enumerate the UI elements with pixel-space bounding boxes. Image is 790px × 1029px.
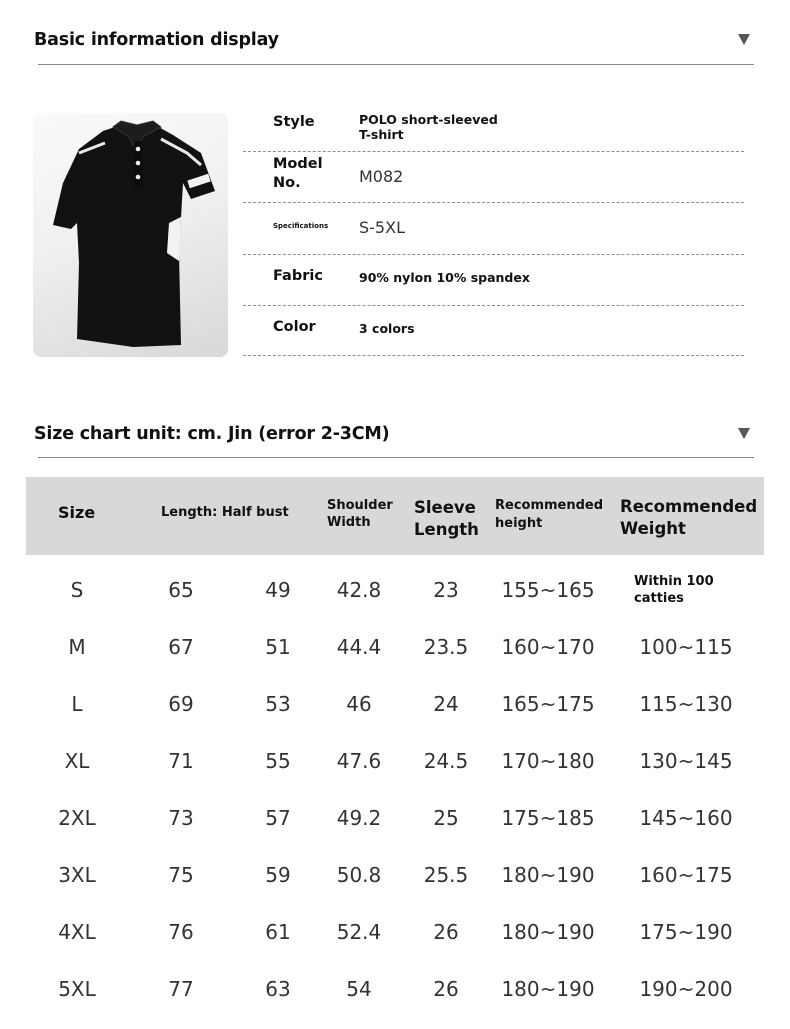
- table-cell: 180~190: [501, 919, 595, 944]
- table-cell: 145~160: [639, 805, 733, 830]
- table-cell: 23: [433, 577, 459, 602]
- table-cell: 3XL: [58, 862, 96, 887]
- table-cell: 175~190: [639, 919, 733, 944]
- table-cell: 115~130: [639, 691, 733, 716]
- product-image: [33, 113, 228, 357]
- table-cell: 52.4: [336, 919, 382, 944]
- table-cell: 23.5: [423, 634, 469, 659]
- table-cell: 175~185: [501, 805, 595, 830]
- divider: [38, 64, 754, 65]
- table-cell: 61: [265, 919, 291, 944]
- table-cell: 59: [265, 862, 291, 887]
- info-value: S-5XL: [359, 218, 405, 237]
- table-row: [26, 789, 764, 846]
- table-cell: 51: [265, 634, 291, 659]
- table-cell: 170~180: [501, 748, 595, 773]
- table-cell: 26: [433, 976, 459, 1001]
- table-cell: 47.6: [336, 748, 382, 773]
- table-cell: 54: [346, 976, 372, 1001]
- table-cell: 180~190: [501, 862, 595, 887]
- table-row: [26, 675, 764, 732]
- info-row-model: [243, 152, 744, 203]
- table-cell: 160~170: [501, 634, 595, 659]
- size-chart-header[interactable]: [34, 424, 754, 444]
- info-label: Fabric: [273, 268, 323, 284]
- info-value: 3 colors: [359, 321, 415, 336]
- table-cell: 155~165: [501, 577, 595, 602]
- table-cell: 25: [433, 805, 459, 830]
- info-value: 90% nylon 10% spandex: [359, 270, 530, 285]
- table-cell: 42.8: [336, 577, 382, 602]
- table-cell: 69: [168, 691, 194, 716]
- table-row: [26, 846, 764, 903]
- table-cell: S: [70, 577, 84, 602]
- table-cell: 76: [168, 919, 194, 944]
- info-row-specifications: [243, 203, 744, 255]
- basic-info-title: Basic information display: [34, 30, 279, 50]
- table-cell: 5XL: [58, 976, 96, 1001]
- table-cell: 50.8: [336, 862, 382, 887]
- table-cell: 46: [346, 691, 372, 716]
- header-recommended-weight: Recommended Weight: [620, 497, 758, 538]
- size-chart-title: Size chart unit: cm. Jin (error 2-3CM): [34, 424, 390, 444]
- table-cell: 71: [168, 748, 194, 773]
- header-length-half-bust: Length: Half bust: [161, 505, 289, 520]
- table-cell: 49.2: [336, 805, 382, 830]
- table-row: [26, 960, 764, 1017]
- table-row: [26, 732, 764, 789]
- info-label: Style: [273, 114, 315, 130]
- info-label: Specifications: [273, 222, 329, 230]
- table-cell: 49: [265, 577, 291, 602]
- table-cell: 100~115: [639, 634, 733, 659]
- table-cell: 190~200: [639, 976, 733, 1001]
- table-cell: 53: [265, 691, 291, 716]
- table-cell: 26: [433, 919, 459, 944]
- triangle-down-icon[interactable]: [738, 34, 750, 45]
- table-cell: 73: [168, 805, 194, 830]
- info-label: Model No.: [273, 156, 323, 191]
- table-cell: 63: [265, 976, 291, 1001]
- size-table-header: [26, 477, 764, 555]
- table-cell: 44.4: [336, 634, 382, 659]
- table-row: [26, 561, 764, 618]
- table-cell: 130~145: [639, 748, 733, 773]
- info-value: M082: [359, 167, 404, 186]
- triangle-down-icon[interactable]: [738, 428, 750, 439]
- table-row: [26, 618, 764, 675]
- divider: [38, 457, 754, 458]
- header-size: Size: [58, 503, 96, 522]
- table-cell: M: [68, 634, 86, 659]
- table-cell: L: [71, 691, 83, 716]
- table-cell: 25.5: [423, 862, 469, 887]
- table-cell: 160~175: [639, 862, 733, 887]
- table-cell: 65: [168, 577, 194, 602]
- info-row-color: [243, 306, 744, 356]
- table-cell: 57: [265, 805, 291, 830]
- info-label: Color: [273, 319, 316, 335]
- info-row-fabric: [243, 255, 744, 306]
- table-cell: 180~190: [501, 976, 595, 1001]
- header-sleeve-length: Sleeve Length: [414, 498, 479, 539]
- table-cell: 2XL: [58, 805, 96, 830]
- header-recommended-height: Recommended height: [495, 498, 604, 531]
- table-cell: 4XL: [58, 919, 96, 944]
- table-cell: XL: [64, 748, 90, 773]
- table-cell: 24: [433, 691, 459, 716]
- table-cell: 55: [265, 748, 291, 773]
- table-cell: 67: [168, 634, 194, 659]
- table-cell: 75: [168, 862, 194, 887]
- table-cell: 77: [168, 976, 194, 1001]
- basic-info-header[interactable]: [34, 30, 754, 50]
- info-row-style: [243, 101, 744, 152]
- table-row: [26, 903, 764, 960]
- table-cell: Within 100 catties: [634, 573, 714, 606]
- table-cell: 165~175: [501, 691, 595, 716]
- header-shoulder-width: Shoulder Width: [327, 498, 393, 530]
- info-value: POLO short-sleeved T-shirt: [359, 112, 498, 142]
- table-cell: 24.5: [423, 748, 469, 773]
